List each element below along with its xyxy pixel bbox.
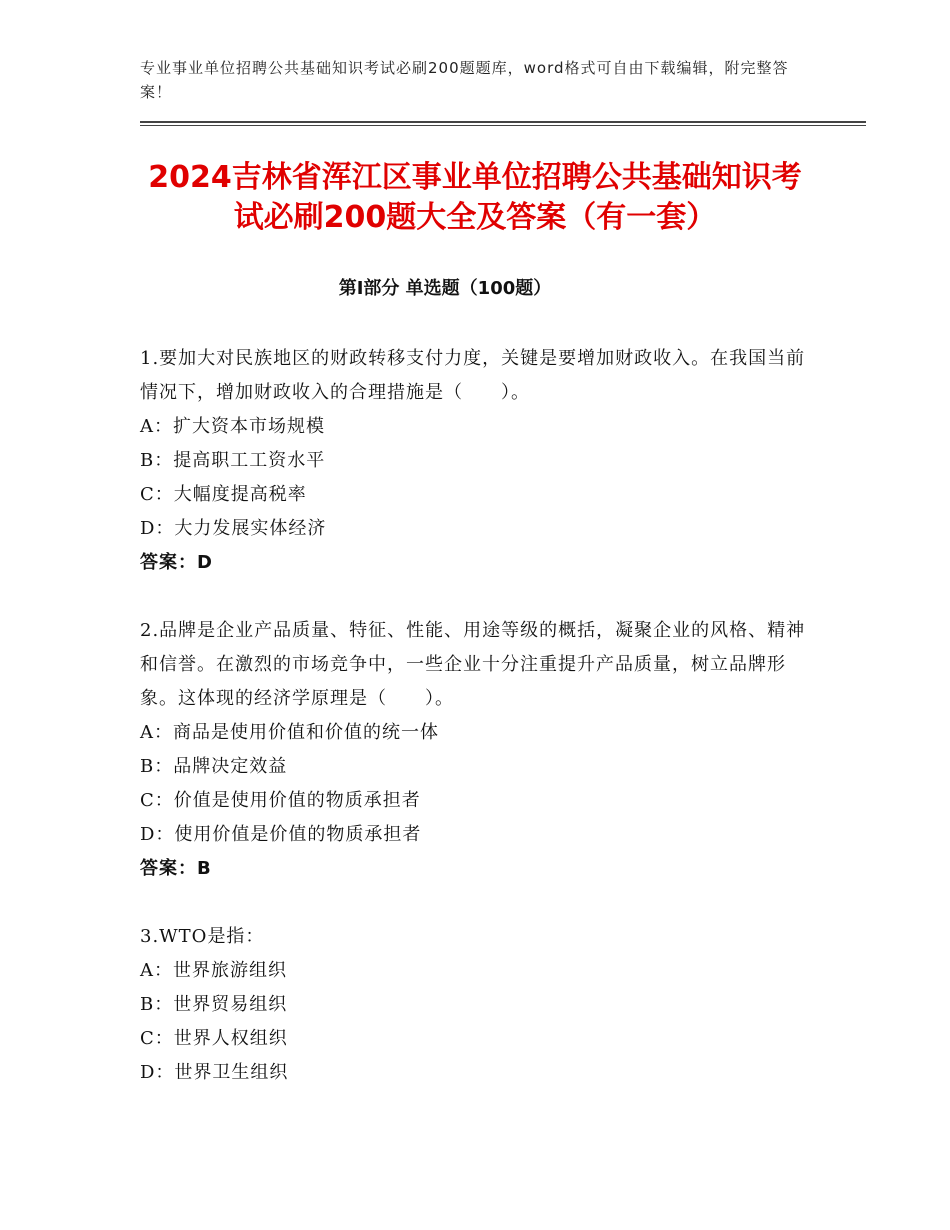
document-title: 2024吉林省浑江区事业单位招聘公共基础知识考试必刷200题大全及答案（有一套）	[148, 160, 802, 235]
option-b: B：提高职工工资水平	[140, 450, 326, 471]
option-c: C：价值是使用价值的物质承担者	[140, 790, 421, 811]
answer: 答案：B	[140, 858, 212, 879]
question-3	[140, 920, 810, 1090]
question-stem: 3.WTO是指：	[140, 926, 265, 947]
header-note: 专业事业单位招聘公共基础知识考试必刷200题题库，word格式可自由下载编辑，附完整答案！	[140, 59, 789, 101]
header-rule-thick	[140, 121, 866, 123]
question-stem: 2.品牌是企业产品质量、特征、性能、用途等级的概括，凝聚企业的风格、精神和信誉。在激烈的市场竞争中，一些企业十分注重提升产品质量，树立品牌形象。这体现的经济学原理是（ ）。	[140, 620, 806, 709]
option-a: A：商品是使用价值和价值的统一体	[140, 722, 439, 743]
option-d: D：大力发展实体经济	[140, 518, 327, 539]
section-heading: 第Ⅰ部分 单选题（100题）	[338, 278, 552, 299]
answer: 答案：D	[140, 552, 213, 573]
question-2	[140, 614, 810, 886]
option-d: D：世界卫生组织	[140, 1062, 289, 1083]
option-a: A：扩大资本市场规模	[140, 416, 325, 437]
option-c: C：大幅度提高税率	[140, 484, 307, 505]
header-rule-thin	[140, 125, 866, 126]
option-b: B：品牌决定效益	[140, 756, 288, 777]
question-stem: 1.要加大对民族地区的财政转移支付力度，关键是要增加财政收入。在我国当前情况下，增加财政收入的合理措施是（ ）。	[140, 348, 806, 403]
option-b: B：世界贸易组织	[140, 994, 288, 1015]
option-d: D：使用价值是价值的物质承担者	[140, 824, 422, 845]
question-1	[140, 342, 810, 580]
option-a: A：世界旅游组织	[140, 960, 287, 981]
option-c: C：世界人权组织	[140, 1028, 288, 1049]
question-list	[140, 342, 810, 1124]
